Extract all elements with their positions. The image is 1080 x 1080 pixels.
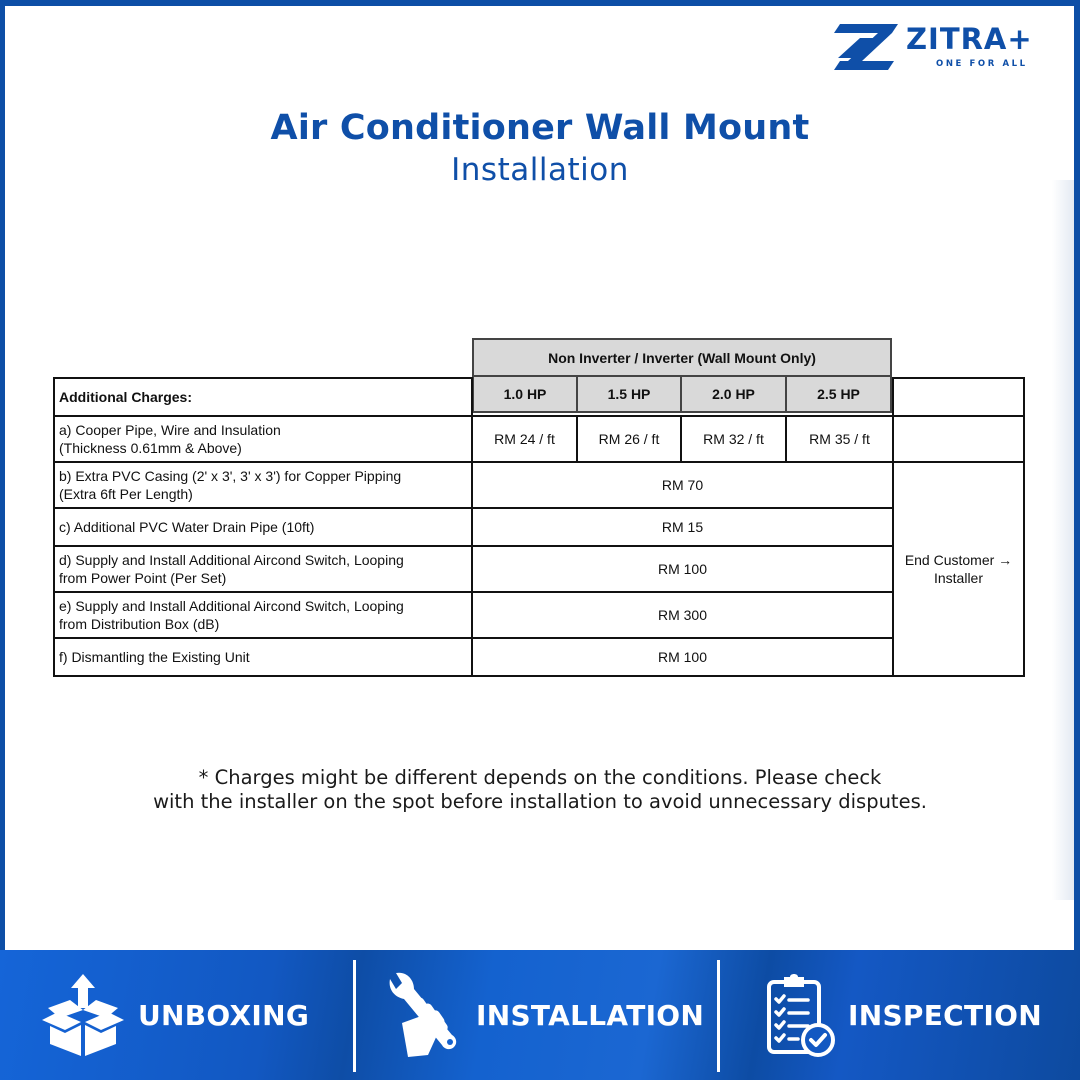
table-cell-d-value: RM 100 — [471, 545, 894, 593]
table-row-label-a — [53, 415, 473, 463]
payer-cell-a-empty — [892, 415, 1025, 463]
page-subtitle: Installation — [451, 152, 629, 188]
table-cell-e-value: RM 300 — [471, 591, 894, 639]
row-label-line1: a) Cooper Pipe, Wire and Insulation — [59, 422, 281, 438]
clipboard-check-icon — [766, 972, 836, 1058]
feature-installation — [384, 950, 704, 1080]
row-label-line2: from Power Point (Per Set) — [59, 570, 227, 586]
table-row-label-e — [53, 591, 473, 639]
payer-line2: Installer — [933, 570, 984, 586]
table-cell-a-1hp: RM 24 / ft — [471, 415, 578, 463]
table-cell-a-2hp: RM 32 / ft — [680, 415, 787, 463]
row-label-line2: (Extra 6ft Per Length) — [59, 486, 193, 502]
payer-header-empty — [892, 377, 1025, 417]
frame-top-border — [0, 0, 1080, 6]
payer-line1: End Customer → — [904, 552, 1013, 568]
table-cell-a-1-5hp: RM 26 / ft — [576, 415, 682, 463]
disclaimer-note — [0, 766, 1080, 814]
table-row-label-c: c) Additional PVC Water Drain Pipe (10ft) — [53, 507, 473, 547]
hand-wrench-icon — [384, 971, 464, 1059]
feature-unboxing — [40, 950, 309, 1080]
table-row-label-b — [53, 461, 473, 509]
column-header-1hp: 1.0 HP — [472, 375, 578, 413]
note-line1: * Charges might be different depends on the conditions. Please check — [198, 766, 882, 789]
table-cell-b-value: RM 70 — [471, 461, 894, 509]
page-title: Air Conditioner Wall Mount — [270, 108, 810, 148]
payer-cell — [892, 461, 1025, 677]
table-cell-c-value: RM 15 — [471, 507, 894, 547]
row-label-line2: from Distribution Box (dB) — [59, 616, 220, 632]
feature-label-inspection: INSPECTION — [848, 998, 1042, 1032]
brand-tagline: ONE FOR ALL — [936, 59, 1028, 69]
table-cell-f-value: RM 100 — [471, 637, 894, 677]
table-row-label-d — [53, 545, 473, 593]
footer-divider — [353, 960, 356, 1072]
column-header-2-5hp: 2.5 HP — [785, 375, 892, 413]
row-header-additional-charges: Additional Charges: — [53, 377, 473, 417]
column-header-1-5hp: 1.5 HP — [576, 375, 682, 413]
services-footer — [0, 950, 1080, 1080]
row-label-line1: b) Extra PVC Casing (2' x 3', 3' x 3') for Copper Pipping — [59, 468, 402, 484]
table-cell-a-2-5hp: RM 35 / ft — [785, 415, 894, 463]
row-label-line1: d) Supply and Install Additional Aircond Switch, Looping — [59, 552, 404, 568]
feature-label-installation: INSTALLATION — [476, 998, 705, 1032]
group-header: Non Inverter / Inverter (Wall Mount Only) — [472, 338, 892, 377]
table-row-label-f: f) Dismantling the Existing Unit — [53, 637, 473, 677]
zitra-logo-mark-icon — [834, 24, 898, 70]
note-line2: with the installer on the spot before installation to avoid unnecessary disputes. — [153, 790, 927, 813]
brand-name: ZITRA+ — [906, 22, 1033, 56]
column-header-2hp: 2.0 HP — [680, 375, 787, 413]
row-label-line2: (Thickness 0.61mm & Above) — [59, 440, 242, 456]
open-box-arrow-icon — [40, 972, 126, 1058]
brand-logo — [834, 22, 1064, 72]
feature-label-unboxing: UNBOXING — [138, 998, 310, 1032]
footer-divider — [717, 960, 720, 1072]
feature-inspection — [766, 950, 1042, 1080]
row-label-line1: e) Supply and Install Additional Aircond Switch, Looping — [59, 598, 404, 614]
